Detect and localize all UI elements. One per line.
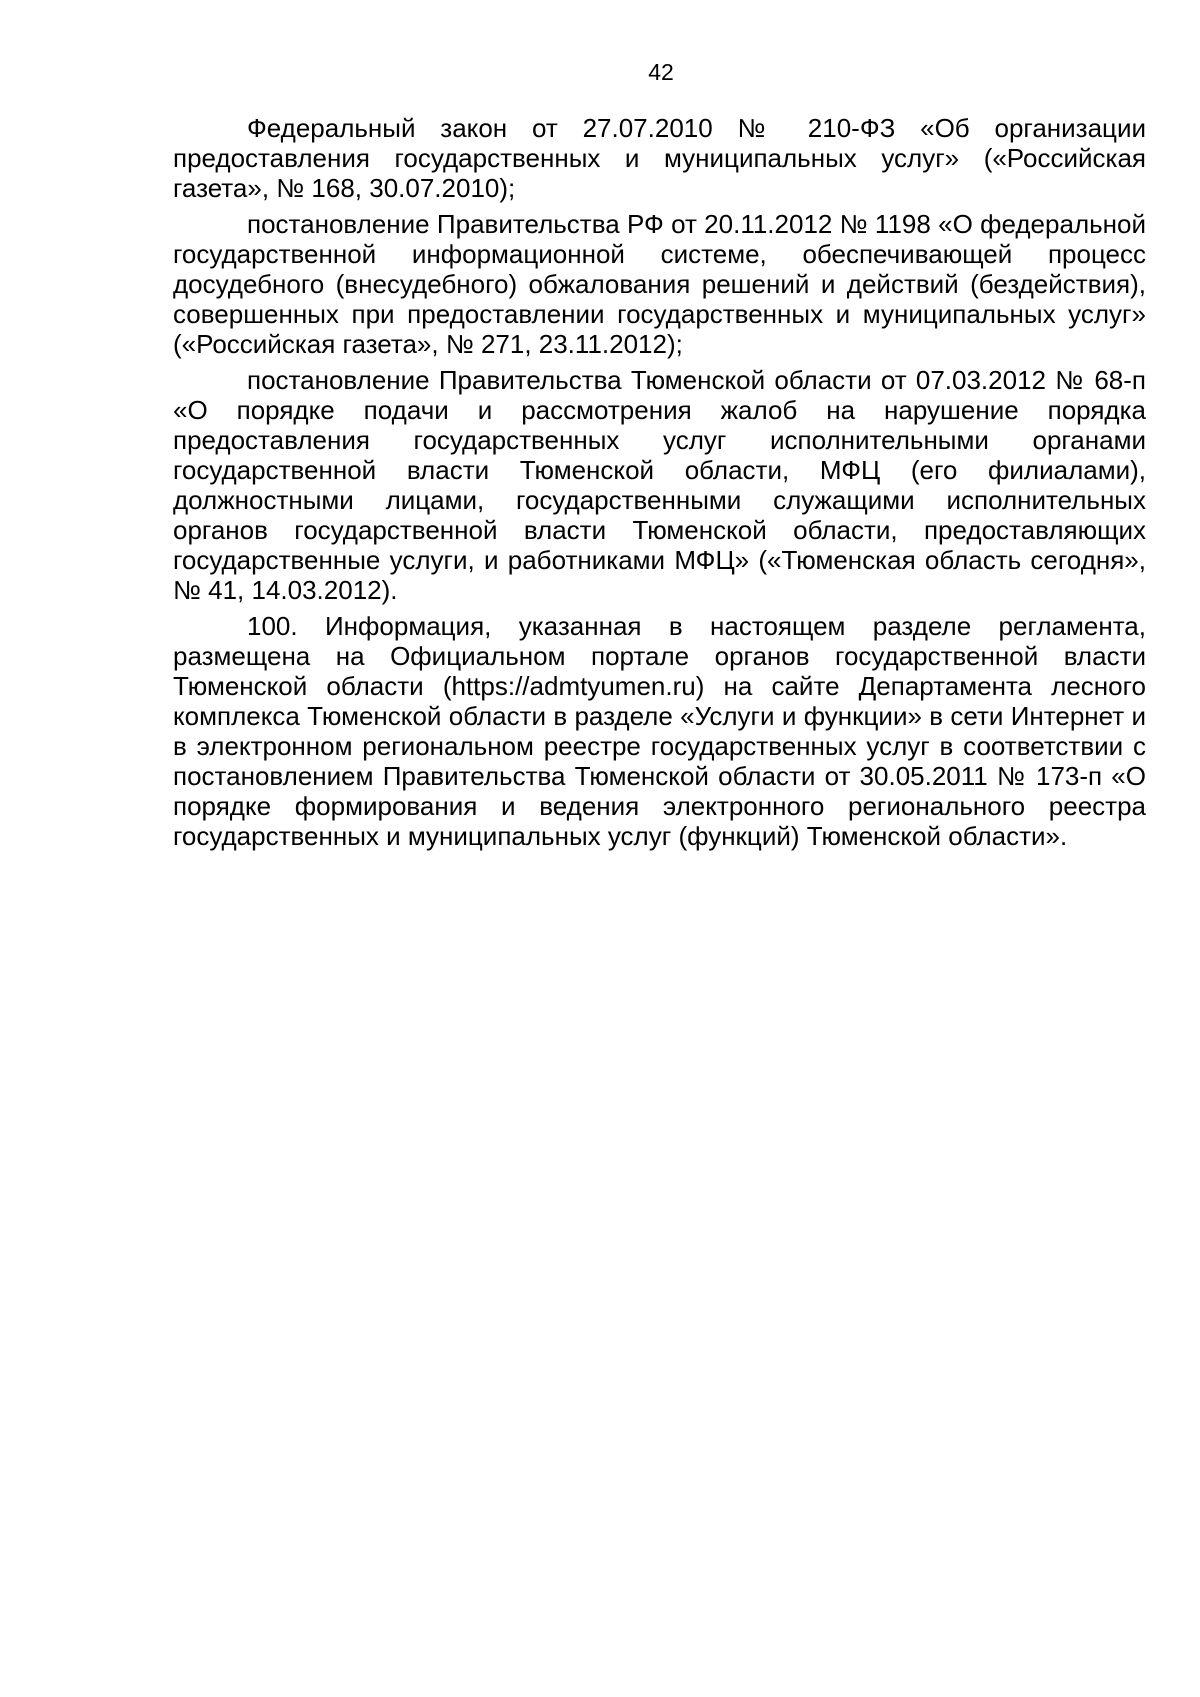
paragraph-government-resolution-1198: постановление Правительства РФ от 20.11.2012 № 1198 «О федеральной государственной информационной системе, обеспечивающей процесс досудебного (внесудебного) обжалования решений и действий (бездействия), совершенных при предоставлении государственных и муниципальных услуг» («Российская газета», № 271, 23.11.2012);: [173, 209, 1146, 359]
document-body: [173, 113, 1146, 857]
paragraph-tyumen-resolution-68: постановление Правительства Тюменской области от 07.03.2012 № 68-п «О порядке подачи и рассмотрения жалоб на нарушение порядка предоставления государственных услуг исполнительными органами государственной власти Тюменской области, МФЦ (его филиалами), должностными лицами, государственными служащими исполнительных органов государственной власти Тюменской области, предоставляющих государственные услуги, и работниками МФЦ» («Тюменская область сегодня», № 41, 14.03.2012).: [173, 365, 1146, 605]
page-number: 42: [648, 59, 674, 85]
paragraph-federal-law-210: Федеральный закон от 27.07.2010 № 210-ФЗ «Об организации предоставления государственных и муниципальных услуг» («Российская газета», № 168, 30.07.2010);: [173, 113, 1146, 203]
paragraph-100-information: 100. Информация, указанная в настоящем разделе регламента, размещена на Официальном портале органов государственной власти Тюменской области (https://admtyumen.ru) на сайте Департамента лесного комплекса Тюменской области в разделе «Услуги и функции» в сети Интернет и в электронном региональном реестре государственных услуг в соответствии с постановлением Правительства Тюменской области от 30.05.2011 № 173-п «О порядке формирования и ведения электронного регионального реестра государственных и муниципальных услуг (функций) Тюменской области».: [173, 611, 1146, 851]
